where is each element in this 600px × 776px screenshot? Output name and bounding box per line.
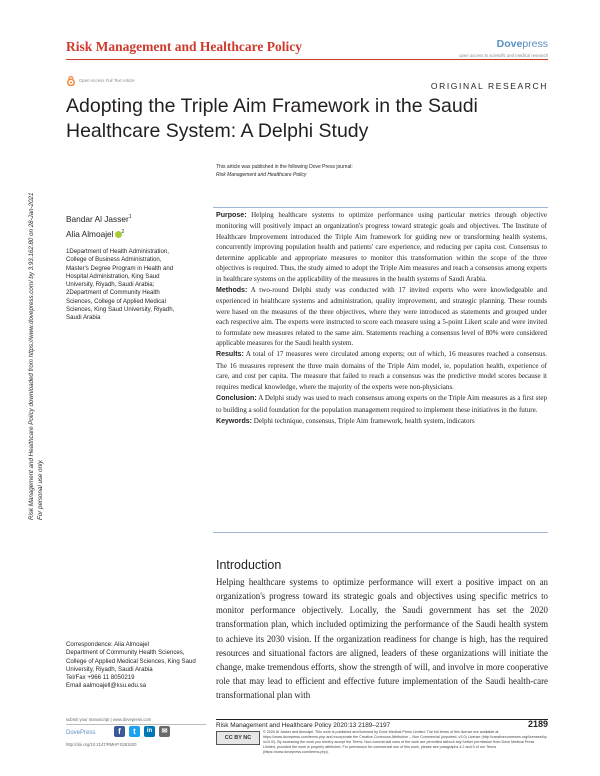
affiliation: 1Department of Health Administration, College of Business Administration, Master's Degree Program in Health and Hospital Administration, King Saud University, Riyadh, Saudi Arabia; <box>66 248 174 289</box>
linkedin-icon[interactable]: in <box>144 726 155 737</box>
email-icon[interactable]: ✉ <box>159 726 170 737</box>
license-text: © 2020 Al Jasser and Almoajel. This work is published and licensed by Dove Medical Press Limited. The full terms of this license are available at https://www.dovepress.com/terms.php and incorporate the Creative Commons Attribution – Non Commercial (unported, v3.0) License (http://creativecommons.org/licenses/by-nc/3.0/). By accessing the work you hereby accept the Terms. Non-commercial uses of the work are permitted without any further permission from Dove Medical Press Limited, provided the work is properly attributed. For permission for commercial use of this work, please see paragraphs 4.2 and 5 of our Terms (https://www.dovepress.com/terms.php). <box>263 730 548 754</box>
publisher-logo[interactable] <box>470 38 548 50</box>
article-title: Adopting the Triple Aim Framework in the Saudi Healthcare System: A Delphi Study <box>66 95 478 142</box>
abstract-keywords: Keywords: Delphi technique, consensus, Triple Aim framework, health system, indicators <box>216 416 475 425</box>
abstract-methods: Methods: A two-round Delphi study was conducted with 17 invited experts who were knowledgeable and experienced in healthcare systems and administration, quality improvement, and strategic planning. These rounds were based on the measures of the three objectives, where they were introduced as statements and grouped under each respective aim. The experts were instructed to score each measure using a 5-point Likert scale and were invited to formulate new measures related to the same aim. Statements reaching a consensus level of 80% were considered applicable measures for the Saudi health system. <box>216 285 548 348</box>
open-access-label: Open Access Full Text Article <box>79 78 135 83</box>
correspondence-name: Correspondence: Alia Almoajel <box>66 641 149 648</box>
header-rule <box>66 59 548 60</box>
abstract-purpose: Purpose: Helping healthcare systems to optimize performance using particular metrics through objective monitoring will positively impact an organization's progress toward strategic goals and objectives. The Institute of Healthcare Improvement introduced the Triple Aim framework for guiding new or transforming health systems, concurrently improving population health and patients' care experience, and reducing per capita cost. Consensus to determine applicable and appropriate measures to monitor this transformation within the scope of the three objectives is required. Thus, the study aimed to adopt the Triple Aim measures and reach a consensus among experts in healthcare systems on the applicability of the measures in the health systems of Saudi Arabia. <box>216 211 547 283</box>
correspondence-phone: Tel/Fax +966 11 8050219 <box>66 674 135 682</box>
author-list <box>66 211 132 241</box>
author[interactable]: Alia Almoajel $^2$ <box>66 228 125 239</box>
open-access-icon <box>66 76 76 86</box>
cc-license-icon[interactable]: CC BY NC <box>216 731 260 745</box>
dovepress-small-logo[interactable]: DovePress <box>66 730 96 736</box>
correspondence <box>66 641 196 691</box>
brand-bold: Dove <box>496 38 523 50</box>
publication-note-line: This article was published in the following Dove Press journal: <box>216 164 353 170</box>
orcid-icon[interactable] <box>115 231 122 238</box>
publisher-tagline: open access to scientific and medical research <box>459 53 548 58</box>
correspondence-address: Department of Community Health Sciences, College of Applied Medical Sciences, King Saud University, Riyadh, Saudi Arabia <box>66 649 196 673</box>
affiliations <box>66 248 184 323</box>
footer-citation: Risk Management and Healthcare Policy 2020:13 2189–2197 <box>216 722 391 729</box>
introduction-heading: Introduction <box>216 558 282 572</box>
abstract-conclusion: Conclusion: A Delphi study was used to reach consensus among experts on the Triple Aim measures as a first step to building a solid foundation for the population management required to implement these initiatives in the future. <box>216 394 548 414</box>
twitter-icon[interactable]: t <box>129 726 140 737</box>
correspondence-email[interactable]: Email aalmoajell@ksu.edu.sa <box>66 682 147 690</box>
abstract-results: Results: A total of 17 measures were circulated among experts; out of which, 16 measures reached a consensus. The 16 measures represent the three main domains of the Triple Aim model, ie, population health, experience of care, and cost per capita. The measure that failed to reach a consensus was the predictive model scores because it requires medical knowledge, where the majority of the experts were non-physicians. <box>216 350 548 391</box>
journal-name: Risk Management and Healthcare Policy <box>66 39 302 54</box>
footer-rule <box>66 724 206 725</box>
author[interactable]: Bandar Al Jasser$^1$ <box>66 213 132 224</box>
brand-light: press <box>522 38 548 50</box>
footer-line <box>216 719 548 720</box>
doi-link[interactable]: http://doi.org/10.2147/RMHP.S281620 <box>66 742 137 747</box>
submit-link[interactable]: submit your manuscript | www.dovepress.com <box>66 717 152 722</box>
page-number: 2189 <box>527 719 548 729</box>
facebook-icon[interactable]: f <box>114 726 125 737</box>
social-links <box>114 726 170 737</box>
abstract <box>216 210 547 428</box>
affiliation: 2Department of Community Health Sciences, College of Applied Medical Sciences, King Saud University, Riyadh, Saudi Arabia <box>66 289 175 322</box>
download-note: Risk Management and Healthcare Policy downloaded from https://www.dovepress.com/ by 3.93.162.80 on 28-Jan-2021 <box>28 192 35 520</box>
article-type: ORIGINAL RESEARCH <box>430 81 548 91</box>
introduction-body: Helping healthcare systems to optimize performance will exert a positive impact on an organization's progress toward its strategic goals and objectives using specific metrics to monitor performance objectively. Locally, the Saudi government has set the 2020 transformation plan, which included optimizing the performance of the Saudi health system to achieve its 2030 vision. If the organization readiness for change is high, has the required resources and situational factors are aligned, leaders of these organizations will initiate the change, make tremendous efforts, show the strength of will, and involve in more cooperative role that may lead to efficient and effective future implementation of the Saudi health-care transformational plan with <box>216 577 548 701</box>
personal-use-note: For personal use only. <box>36 459 44 520</box>
publication-note-journal: Risk Management and Healthcare Policy <box>216 171 307 178</box>
publication-note <box>216 164 353 179</box>
